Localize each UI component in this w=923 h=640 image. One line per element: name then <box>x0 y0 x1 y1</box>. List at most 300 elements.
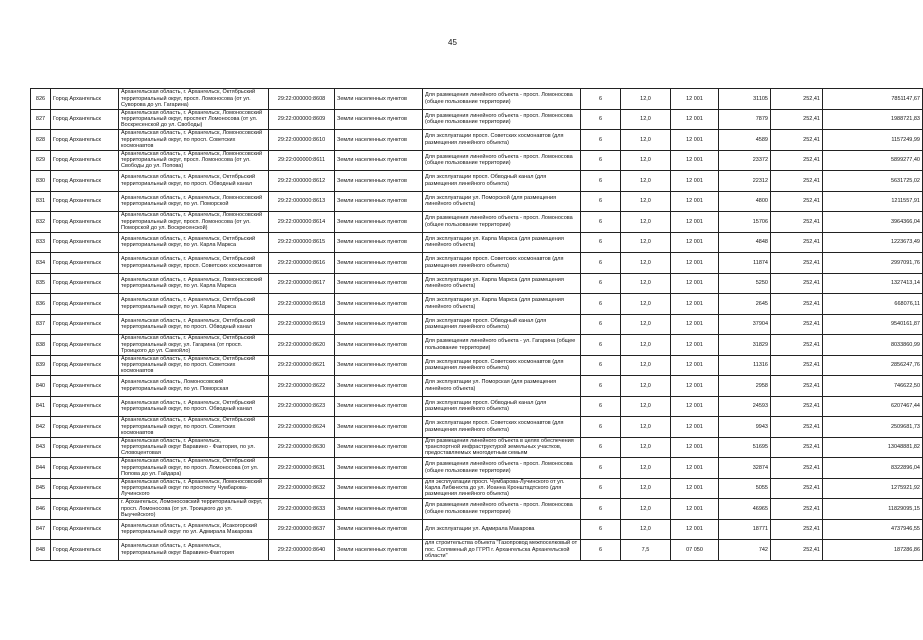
table-row <box>31 212 923 233</box>
land-category-cell: Земли населенных пунктов <box>335 130 423 151</box>
city-cell: Город Архангельск <box>51 417 119 438</box>
area-cell: 24593 <box>719 396 771 417</box>
cadastral-number-cell: 29:22:000000:8632 <box>269 478 335 499</box>
zone-cell: 6 <box>581 171 621 192</box>
code-cell: 12 001 <box>671 314 719 335</box>
price-cell: 252,41 <box>771 540 823 561</box>
rate-cell: 12,0 <box>621 171 671 192</box>
row-number-cell: 842 <box>31 417 51 438</box>
area-cell: 5055 <box>719 478 771 499</box>
row-number-cell: 846 <box>31 499 51 520</box>
rate-cell: 7,5 <box>621 540 671 561</box>
zone-cell: 6 <box>581 540 621 561</box>
area-cell: 11874 <box>719 253 771 274</box>
city-cell: Город Архангельск <box>51 253 119 274</box>
rate-cell: 12,0 <box>621 396 671 417</box>
price-cell: 252,41 <box>771 458 823 479</box>
rate-cell: 12,0 <box>621 437 671 458</box>
price-cell: 252,41 <box>771 273 823 294</box>
value-cell: 5631725,02 <box>823 171 923 192</box>
price-cell: 252,41 <box>771 232 823 253</box>
rate-cell: 12,0 <box>621 519 671 540</box>
zone-cell: 6 <box>581 253 621 274</box>
row-number-cell: 828 <box>31 130 51 151</box>
value-cell: 11829095,15 <box>823 499 923 520</box>
address-cell: Архангельская область, г. Архангельск, Ломоносовский территориальный округ, по ул. Карла Маркса <box>119 273 269 294</box>
address-cell: Архангельская область, г. Архангельск, Октябрьский территориальный округ, просп. Советских космонавтов <box>119 253 269 274</box>
zone-cell: 6 <box>581 150 621 171</box>
land-category-cell: Земли населенных пунктов <box>335 294 423 315</box>
code-cell: 12 001 <box>671 499 719 520</box>
cadastral-number-cell: 29:22:000000:8612 <box>269 171 335 192</box>
value-cell: 13048881,82 <box>823 437 923 458</box>
price-cell: 252,41 <box>771 150 823 171</box>
rate-cell: 12,0 <box>621 314 671 335</box>
land-category-cell: Земли населенных пунктов <box>335 253 423 274</box>
purpose-cell: Для эксплуатации просп. Советских космонавтов (для размещения линейного объекта) <box>423 253 581 274</box>
cadastral-number-cell: 29:22:000000:8618 <box>269 294 335 315</box>
city-cell: Город Архангельск <box>51 273 119 294</box>
cadastral-number-cell: 29:22:000000:8633 <box>269 499 335 520</box>
area-cell: 51695 <box>719 437 771 458</box>
value-cell: 1223673,49 <box>823 232 923 253</box>
zone-cell: 6 <box>581 437 621 458</box>
zone-cell: 6 <box>581 519 621 540</box>
value-cell: 1275921,92 <box>823 478 923 499</box>
price-cell: 252,41 <box>771 478 823 499</box>
area-cell: 4800 <box>719 191 771 212</box>
row-number-cell: 836 <box>31 294 51 315</box>
value-cell: 1327413,14 <box>823 273 923 294</box>
land-category-cell: Земли населенных пунктов <box>335 150 423 171</box>
rate-cell: 12,0 <box>621 478 671 499</box>
row-number-cell: 837 <box>31 314 51 335</box>
code-cell: 12 001 <box>671 150 719 171</box>
code-cell: 12 001 <box>671 232 719 253</box>
value-cell: 668076,11 <box>823 294 923 315</box>
price-cell: 252,41 <box>771 212 823 233</box>
city-cell: Город Архангельск <box>51 335 119 356</box>
price-cell: 252,41 <box>771 396 823 417</box>
rate-cell: 12,0 <box>621 130 671 151</box>
rate-cell: 12,0 <box>621 376 671 397</box>
row-number-cell: 827 <box>31 109 51 130</box>
land-category-cell: Земли населенных пунктов <box>335 89 423 110</box>
address-cell: Архангельская область, г. Архангельск, территориальный округ Варавино - Фактория, по ул. Словоцентовая <box>119 437 269 458</box>
address-cell: Архангельская область, Ломоносовский территориальный округ, по ул. Поморская <box>119 376 269 397</box>
area-cell: 18771 <box>719 519 771 540</box>
area-cell: 4848 <box>719 232 771 253</box>
price-cell: 252,41 <box>771 191 823 212</box>
row-number-cell: 839 <box>31 355 51 376</box>
rate-cell: 12,0 <box>621 253 671 274</box>
purpose-cell: Для эксплуатации ул. Поморская (для размещения линейного объекта) <box>423 376 581 397</box>
city-cell: Город Архангельск <box>51 232 119 253</box>
table-row <box>31 335 923 356</box>
code-cell: 12 001 <box>671 478 719 499</box>
code-cell: 12 001 <box>671 171 719 192</box>
city-cell: Город Архангельск <box>51 478 119 499</box>
rate-cell: 12,0 <box>621 191 671 212</box>
address-cell: Архангельская область, г. Архангельск, Ломоносовский территориальный округ, просп. Ломоносова (от ул. Поморской до ул. Воскресенской) <box>119 212 269 233</box>
cadastral-number-cell: 29:22:000000:8615 <box>269 232 335 253</box>
code-cell: 12 001 <box>671 355 719 376</box>
code-cell: 12 001 <box>671 335 719 356</box>
zone-cell: 6 <box>581 109 621 130</box>
row-number-cell: 843 <box>31 437 51 458</box>
rate-cell: 12,0 <box>621 458 671 479</box>
table-row <box>31 130 923 151</box>
purpose-cell: Для эксплуатации просп. Обводный канал (для размещения линейного объекта) <box>423 314 581 335</box>
row-number-cell: 831 <box>31 191 51 212</box>
table-row <box>31 376 923 397</box>
code-cell: 12 001 <box>671 294 719 315</box>
price-cell: 252,41 <box>771 109 823 130</box>
table-row <box>31 355 923 376</box>
value-cell: 2997091,76 <box>823 253 923 274</box>
value-cell: 2509681,73 <box>823 417 923 438</box>
table-row <box>31 273 923 294</box>
zone-cell: 6 <box>581 130 621 151</box>
purpose-cell: Для эксплуатации ул. Карла Маркса (для размещения линейного объекта) <box>423 273 581 294</box>
purpose-cell: для строительства объекта "Газопровод межпоселковый от пос. Соляменый до ГГРП г. Архангельска Архангельской области" <box>423 540 581 561</box>
area-cell: 15706 <box>719 212 771 233</box>
code-cell: 12 001 <box>671 273 719 294</box>
zone-cell: 6 <box>581 212 621 233</box>
area-cell: 11316 <box>719 355 771 376</box>
cadastral-number-cell: 29:22:000000:8620 <box>269 335 335 356</box>
value-cell: 187286,86 <box>823 540 923 561</box>
area-cell: 5250 <box>719 273 771 294</box>
cadastral-number-cell: 29:22:000000:8609 <box>269 109 335 130</box>
purpose-cell: Для размещения линейного объекта в целях обеспечения транспортной инфраструктурой земельных участков, предоставляемых многодетным семьям <box>423 437 581 458</box>
price-cell: 252,41 <box>771 335 823 356</box>
price-cell: 252,41 <box>771 294 823 315</box>
purpose-cell: Для размещения линейного объекта - просп. Ломоносова (общее пользование территории) <box>423 499 581 520</box>
code-cell: 12 001 <box>671 89 719 110</box>
cadastral-number-cell: 29:22:000000:8616 <box>269 253 335 274</box>
price-cell: 252,41 <box>771 89 823 110</box>
address-cell: Архангельская область, г. Архангельск, территориальный округ Варавино-Фактория <box>119 540 269 561</box>
purpose-cell: Для эксплуатации ул. Карла Маркса (для размещения линейного объекта) <box>423 232 581 253</box>
area-cell: 46965 <box>719 499 771 520</box>
area-cell: 742 <box>719 540 771 561</box>
row-number-cell: 833 <box>31 232 51 253</box>
city-cell: Город Архангельск <box>51 376 119 397</box>
land-category-cell: Земли населенных пунктов <box>335 355 423 376</box>
table-row <box>31 253 923 274</box>
cadastral-number-cell: 29:22:000000:8624 <box>269 417 335 438</box>
land-category-cell: Земли населенных пунктов <box>335 232 423 253</box>
zone-cell: 6 <box>581 376 621 397</box>
code-cell: 12 001 <box>671 396 719 417</box>
value-cell: 1211557,91 <box>823 191 923 212</box>
zone-cell: 6 <box>581 314 621 335</box>
table-row <box>31 417 923 438</box>
table-row <box>31 232 923 253</box>
city-cell: Город Архангельск <box>51 458 119 479</box>
address-cell: Архангельская область, г. Архангельск, Октябрьский территориальный округ, по ул. Карла Маркса <box>119 232 269 253</box>
land-category-cell: Земли населенных пунктов <box>335 273 423 294</box>
code-cell: 12 001 <box>671 109 719 130</box>
zone-cell: 6 <box>581 499 621 520</box>
purpose-cell: Для эксплуатации просп. Обводный канал (для размещения линейного объекта) <box>423 396 581 417</box>
address-cell: Архангельская область, г. Архангельск, Ломоносовский территориальный округ, просп. Ломоносова (от ул. Свободы до ул. Попова) <box>119 150 269 171</box>
area-cell: 9943 <box>719 417 771 438</box>
address-cell: Архангельская область, г. Архангельск, Ломоносовский территориальный округ по проспекту Чумбарова-Лучинского <box>119 478 269 499</box>
address-cell: Архангельская область, г. Архангельск, Октябрьский территориальный округ, ул. Гагарина (от просп. Троицкого до ул. Самойло) <box>119 335 269 356</box>
land-category-cell: Земли населенных пунктов <box>335 540 423 561</box>
land-category-cell: Земли населенных пунктов <box>335 171 423 192</box>
code-cell: 12 001 <box>671 519 719 540</box>
rate-cell: 12,0 <box>621 150 671 171</box>
land-category-cell: Земли населенных пунктов <box>335 499 423 520</box>
land-category-cell: Земли населенных пунктов <box>335 458 423 479</box>
price-cell: 252,41 <box>771 437 823 458</box>
cadastral-number-cell: 29:22:000000:8640 <box>269 540 335 561</box>
zone-cell: 6 <box>581 232 621 253</box>
rate-cell: 12,0 <box>621 89 671 110</box>
zone-cell: 6 <box>581 396 621 417</box>
purpose-cell: Для эксплуатации просп. Советских космонавтов (для размещения линейного объекта) <box>423 130 581 151</box>
zone-cell: 6 <box>581 191 621 212</box>
city-cell: Город Архангельск <box>51 150 119 171</box>
address-cell: Архангельская область, г. Архангельск, Октябрьский территориальный округ, по просп. Обводный канал <box>119 314 269 335</box>
value-cell: 9540161,87 <box>823 314 923 335</box>
city-cell: Город Архангельск <box>51 191 119 212</box>
price-cell: 252,41 <box>771 519 823 540</box>
row-number-cell: 844 <box>31 458 51 479</box>
city-cell: Город Архангельск <box>51 109 119 130</box>
city-cell: Город Архангельск <box>51 437 119 458</box>
rate-cell: 12,0 <box>621 417 671 438</box>
code-cell: 12 001 <box>671 376 719 397</box>
table-row <box>31 171 923 192</box>
land-category-cell: Земли населенных пунктов <box>335 417 423 438</box>
zone-cell: 6 <box>581 294 621 315</box>
rate-cell: 12,0 <box>621 499 671 520</box>
purpose-cell: Для размещения линейного объекта - просп. Ломоносова (общее пользование территории) <box>423 89 581 110</box>
city-cell: Город Архангельск <box>51 540 119 561</box>
address-cell: Архангельская область, г. Архангельск, Октябрьский территориальный округ, по просп. Обводный канал <box>119 171 269 192</box>
value-cell: 1157249,99 <box>823 130 923 151</box>
rate-cell: 12,0 <box>621 335 671 356</box>
table-row <box>31 89 923 110</box>
purpose-cell: Для размещения линейного объекта - ул. Гагарина (общее пользование территории) <box>423 335 581 356</box>
value-cell: 3964366,04 <box>823 212 923 233</box>
land-category-cell: Земли населенных пунктов <box>335 519 423 540</box>
area-cell: 31105 <box>719 89 771 110</box>
value-cell: 4737946,55 <box>823 519 923 540</box>
code-cell: 12 001 <box>671 253 719 274</box>
row-number-cell: 841 <box>31 396 51 417</box>
row-number-cell: 835 <box>31 273 51 294</box>
purpose-cell: Для размещения линейного объекта - просп. Ломоносова (общее пользование территории) <box>423 109 581 130</box>
page-number: 45 <box>448 38 457 47</box>
table-row <box>31 191 923 212</box>
city-cell: Город Архангельск <box>51 130 119 151</box>
area-cell: 7879 <box>719 109 771 130</box>
rate-cell: 12,0 <box>621 273 671 294</box>
land-category-cell: Земли населенных пунктов <box>335 478 423 499</box>
table-row <box>31 109 923 130</box>
zone-cell: 6 <box>581 89 621 110</box>
city-cell: Город Архангельск <box>51 89 119 110</box>
zone-cell: 6 <box>581 478 621 499</box>
value-cell: 6207467,44 <box>823 396 923 417</box>
price-cell: 252,41 <box>771 376 823 397</box>
city-cell: Город Архангельск <box>51 519 119 540</box>
city-cell: Город Архангельск <box>51 499 119 520</box>
zone-cell: 6 <box>581 417 621 438</box>
row-number-cell: 829 <box>31 150 51 171</box>
zone-cell: 6 <box>581 355 621 376</box>
city-cell: Город Архангельск <box>51 355 119 376</box>
address-cell: Архангельская область, г. Архангельск, Исакогорский территориальный округ по ул. Адмирала Макарова <box>119 519 269 540</box>
address-cell: г. Архангельск, Ломоносовский территориальный округ, просп. Ломоносова (от ул. Троицкого до ул. Выучейского) <box>119 499 269 520</box>
area-cell: 37904 <box>719 314 771 335</box>
row-number-cell: 848 <box>31 540 51 561</box>
address-cell: Архангельская область, г. Архангельск, Октябрьский территориальный округ, просп. Ломоносова (от ул. Суворова до ул. Гагарина) <box>119 89 269 110</box>
code-cell: 07 050 <box>671 540 719 561</box>
price-cell: 252,41 <box>771 417 823 438</box>
purpose-cell: для эксплуатации просп. Чумбарова-Лучинского от ул. Карла Либкнехта до ул. Иоанна Кронштадтского (для размещения линейного объекта) <box>423 478 581 499</box>
cadastral-number-cell: 29:22:000000:8623 <box>269 396 335 417</box>
purpose-cell: Для эксплуатации ул. Адмирала Макарова <box>423 519 581 540</box>
purpose-cell: Для эксплуатации просп. Обводный канал (для размещения линейного объекта) <box>423 171 581 192</box>
land-category-cell: Земли населенных пунктов <box>335 335 423 356</box>
area-cell: 4589 <box>719 130 771 151</box>
land-category-cell: Земли населенных пунктов <box>335 376 423 397</box>
city-cell: Город Архангельск <box>51 294 119 315</box>
city-cell: Город Архангельск <box>51 212 119 233</box>
cadastral-number-cell: 29:22:000000:8617 <box>269 273 335 294</box>
area-cell: 32874 <box>719 458 771 479</box>
code-cell: 12 001 <box>671 458 719 479</box>
cadastral-number-cell: 29:22:000000:8619 <box>269 314 335 335</box>
table-row <box>31 499 923 520</box>
purpose-cell: Для эксплуатации просп. Советских космонавтов (для размещения линейного объекта) <box>423 417 581 438</box>
address-cell: Архангельская область, г. Архангельск, Октябрьский территориальный округ, по просп. Советских космонавтов <box>119 355 269 376</box>
area-cell: 2958 <box>719 376 771 397</box>
value-cell: 8322896,04 <box>823 458 923 479</box>
price-cell: 252,41 <box>771 171 823 192</box>
code-cell: 12 001 <box>671 417 719 438</box>
code-cell: 12 001 <box>671 212 719 233</box>
area-cell: 23372 <box>719 150 771 171</box>
value-cell: 7851147,67 <box>823 89 923 110</box>
price-cell: 252,41 <box>771 130 823 151</box>
code-cell: 12 001 <box>671 130 719 151</box>
land-category-cell: Земли населенных пунктов <box>335 437 423 458</box>
purpose-cell: Для эксплуатации просп. Советских космонавтов (для размещения линейного объекта) <box>423 355 581 376</box>
row-number-cell: 834 <box>31 253 51 274</box>
table-row <box>31 458 923 479</box>
area-cell: 2645 <box>719 294 771 315</box>
area-cell: 31829 <box>719 335 771 356</box>
address-cell: Архангельская область, г. Архангельск, Октябрьский территориальный округ, по ул. Карла Маркса <box>119 294 269 315</box>
area-cell: 22312 <box>719 171 771 192</box>
land-category-cell: Земли населенных пунктов <box>335 212 423 233</box>
rate-cell: 12,0 <box>621 212 671 233</box>
row-number-cell: 840 <box>31 376 51 397</box>
price-cell: 252,41 <box>771 499 823 520</box>
value-cell: 2856247,76 <box>823 355 923 376</box>
table-row <box>31 314 923 335</box>
address-cell: Архангельская область, г. Архангельск, Ломоносовский территориальный округ, по ул. Поморской <box>119 191 269 212</box>
zone-cell: 6 <box>581 458 621 479</box>
row-number-cell: 826 <box>31 89 51 110</box>
price-cell: 252,41 <box>771 253 823 274</box>
city-cell: Город Архангельск <box>51 314 119 335</box>
cadastral-number-cell: 29:22:000000:8622 <box>269 376 335 397</box>
zone-cell: 6 <box>581 273 621 294</box>
table-row <box>31 519 923 540</box>
value-cell: 5899277,40 <box>823 150 923 171</box>
rate-cell: 12,0 <box>621 355 671 376</box>
cadastral-table <box>30 88 923 561</box>
cadastral-number-cell: 29:22:000000:8631 <box>269 458 335 479</box>
table-row <box>31 396 923 417</box>
land-category-cell: Земли населенных пунктов <box>335 109 423 130</box>
value-cell: 8033860,99 <box>823 335 923 356</box>
address-cell: Архангельская область, г. Архангельск, Октябрьский территориальный округ, по просп. Советских космонавтов <box>119 417 269 438</box>
table-row <box>31 150 923 171</box>
address-cell: Архангельская область, г. Архангельск, Октябрьский территориальный округ, по просп. Обводный канал <box>119 396 269 417</box>
purpose-cell: Для размещения линейного объекта - просп. Ломоносова (общее пользование территории) <box>423 150 581 171</box>
table-body <box>31 89 923 561</box>
price-cell: 252,41 <box>771 355 823 376</box>
cadastral-number-cell: 29:22:000000:8621 <box>269 355 335 376</box>
cadastral-number-cell: 29:22:000000:8613 <box>269 191 335 212</box>
address-cell: Архангельская область, г. Архангельск, Октябрьский территориальный округ, по просп. Ломоносова (от ул. Попова до ул. Гайдара) <box>119 458 269 479</box>
row-number-cell: 847 <box>31 519 51 540</box>
purpose-cell: Для эксплуатации ул. Поморской (для размещения линейного объекта) <box>423 191 581 212</box>
table-row <box>31 540 923 561</box>
table-row <box>31 294 923 315</box>
city-cell: Город Архангельск <box>51 396 119 417</box>
purpose-cell: Для эксплуатации ул. Карла Маркса (для размещения линейного объекта) <box>423 294 581 315</box>
zone-cell: 6 <box>581 335 621 356</box>
address-cell: Архангельская область, г. Архангельск, Ломоносовский территориальный округ, проспект Ломоносова (от ул. Воскресенской до ул. Свободы) <box>119 109 269 130</box>
rate-cell: 12,0 <box>621 232 671 253</box>
table-row <box>31 478 923 499</box>
code-cell: 12 001 <box>671 437 719 458</box>
row-number-cell: 830 <box>31 171 51 192</box>
rate-cell: 12,0 <box>621 294 671 315</box>
value-cell: 1988721,83 <box>823 109 923 130</box>
row-number-cell: 845 <box>31 478 51 499</box>
rate-cell: 12,0 <box>621 109 671 130</box>
cadastral-number-cell: 29:22:000000:8611 <box>269 150 335 171</box>
land-category-cell: Земли населенных пунктов <box>335 314 423 335</box>
land-category-cell: Земли населенных пунктов <box>335 191 423 212</box>
row-number-cell: 832 <box>31 212 51 233</box>
cadastral-number-cell: 29:22:000000:8630 <box>269 437 335 458</box>
code-cell: 12 001 <box>671 191 719 212</box>
cadastral-number-cell: 29:22:000000:8637 <box>269 519 335 540</box>
cadastral-number-cell: 29:22:000000:8614 <box>269 212 335 233</box>
purpose-cell: Для размещения линейного объекта - просп. Ломоносова (общее пользование территории) <box>423 458 581 479</box>
address-cell: Архангельская область, г. Архангельск, Ломоносовский территориальный округ, по просп. Советских космонавтов <box>119 130 269 151</box>
row-number-cell: 838 <box>31 335 51 356</box>
price-cell: 252,41 <box>771 314 823 335</box>
city-cell: Город Архангельск <box>51 171 119 192</box>
purpose-cell: Для размещения линейного объекта - просп. Ломоносова (общее пользование территории) <box>423 212 581 233</box>
table-row <box>31 437 923 458</box>
land-category-cell: Земли населенных пунктов <box>335 396 423 417</box>
cadastral-number-cell: 29:22:000000:8608 <box>269 89 335 110</box>
